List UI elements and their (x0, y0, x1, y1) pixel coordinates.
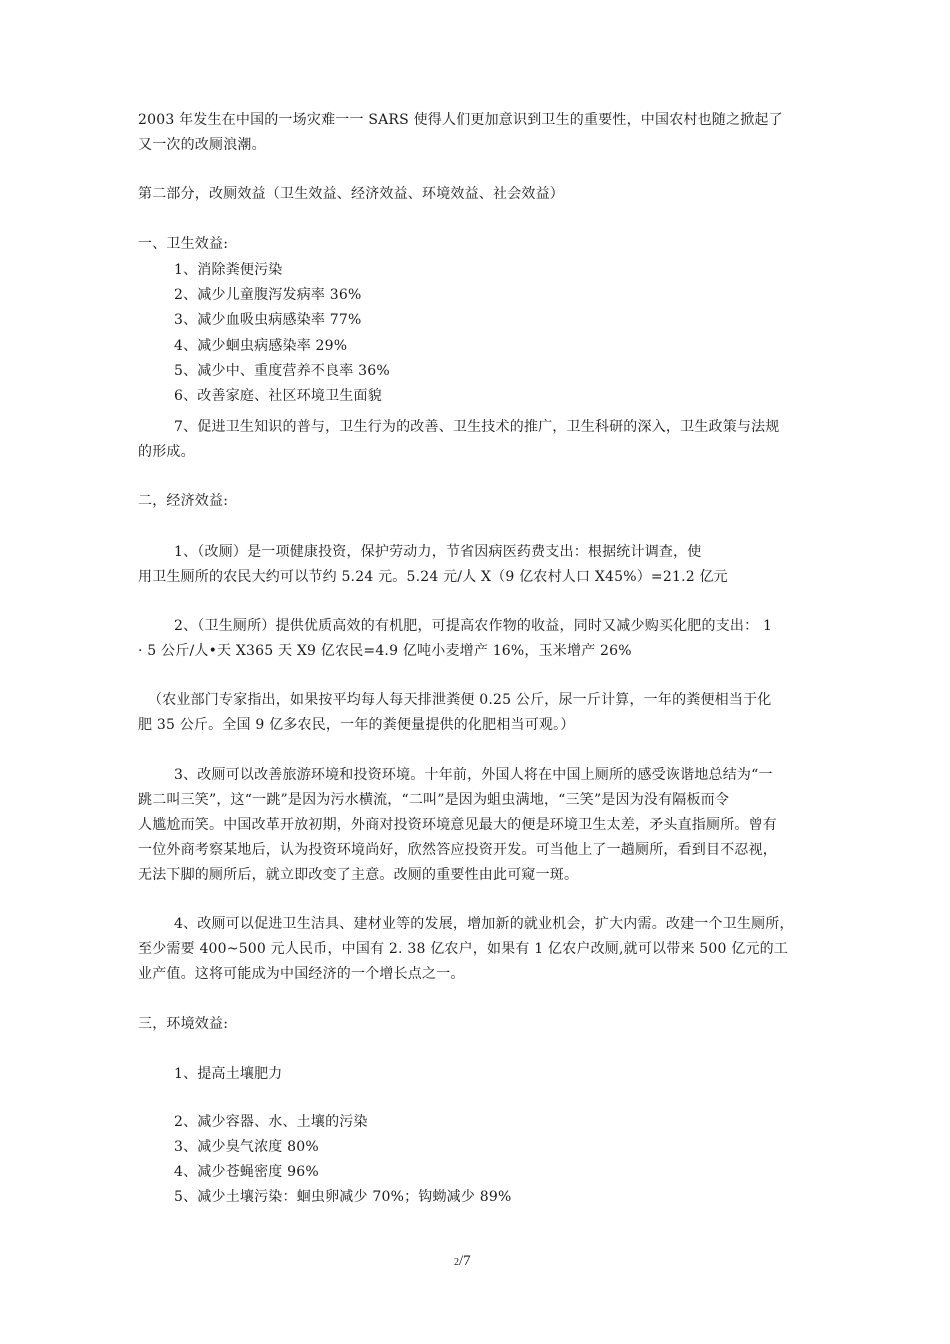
health-item-7-line-2: 的形成。 (138, 444, 195, 460)
page-number-current: 2 (454, 1257, 459, 1268)
economic-p1-line-2: 用卫生厕所的农民大约可以节约 5.24 元。5.24 元/人 X（9 亿农村人口 X45%）=21.2 亿元 (138, 569, 728, 585)
health-item: 5、减少中、重度营养不良率 36% (174, 363, 390, 379)
health-item: 3、减少血吸虫病感染率 77% (174, 312, 362, 328)
environment-item: 3、减少臭气浓度 80% (174, 1139, 319, 1155)
economic-p3-line-4: 一位外商考察某地后，认为投资环境尚好，欣然答应投资开发。可当他上了一趟厕所，看到目不忍视， (138, 842, 777, 858)
economic-p4-line-1: 4、改厕可以促进卫生洁具、建材业等的发展，增加新的就业机会，扩大内需。改建一个卫生厕所， (174, 916, 794, 932)
environment-heading: 三，环境效益: (138, 1016, 229, 1032)
page-number-total: /7 (459, 1253, 471, 1269)
intro-line-1: 2003 年发生在中国的一场灾难一一 SARS 使得人们更加意识到卫生的重要性，中国农村也随之掀起了 (138, 112, 783, 128)
page-number (454, 1252, 471, 1272)
economic-note-line-1: （农业部门专家指出，如果按平均每人每天排泄粪便 0.25 公斤，尿一斤计算，一年的粪便相当于化 (148, 692, 772, 708)
economic-p3-line-3: 人尴尬而笑。中国改革开放初期，外商对投资环境意见最大的便是环境卫生太差，矛头直指厕所。曾有 (138, 817, 777, 833)
health-item-7-line-1: 7、促进卫生知识的普与，卫生行为的改善、卫生技术的推广，卫生科研的深入，卫生政策与法规 (174, 419, 780, 435)
economic-p2-line-2: · 5 公斤/人•天 X365 天 X9 亿农民=4.9 亿吨小麦增产 16%，玉米增产 26% (138, 643, 632, 659)
health-item: 4、减少蛔虫病感染率 29% (174, 338, 348, 354)
economic-p4-line-3: 业产值。这将可能成为中国经济的一个增长点之一。 (138, 966, 465, 982)
economic-heading: 二，经济效益: (138, 493, 229, 509)
intro-line-2: 又一次的改厕浪潮。 (138, 137, 266, 153)
economic-p2-line-1: 2、（卫生厕所）提供优质高效的有机肥，可提高农作物的收益，同时又减少购买化肥的支出： 1 (174, 618, 773, 634)
economic-p3-line-2: 跳二叫三笑”，这“一跳”是因为污水横流，“二叫”是因为蛆虫满地，“三笑”是因为没有隔板而令 (138, 792, 730, 808)
environment-item: 2、减少容器、水、土壤的污染 (174, 1114, 368, 1130)
part-two-title: 第二部分，改厕效益（卫生效益、经济效益、环境效益、社会效益） (138, 186, 564, 202)
economic-p3-line-5: 无法下脚的厕所后，就立即改变了主意。改厕的重要性由此可窥一斑。 (138, 867, 579, 883)
environment-item: 4、减少苍蝇密度 96% (174, 1164, 319, 1180)
environment-item: 5、减少土壤污染：蛔虫卵减少 70%；钩蚴减少 89% (174, 1189, 512, 1205)
health-item: 6、改善家庭、社区环境卫生面貌 (174, 388, 382, 404)
economic-note-line-2: 肥 35 公斤。全国 9 亿多农民，一年的粪便量提供的化肥相当可观。） (138, 717, 575, 733)
economic-p4-line-2: 至少需要 400~500 元人民币，中国有 2. 38 亿农户，如果有 1 亿农户改厕,就可以带来 500 亿元的工 (138, 941, 789, 957)
health-item: 2、减少儿童腹泻发病率 36% (174, 287, 362, 303)
health-heading: 一、卫生效益: (138, 236, 229, 252)
environment-item: 1、提高土壤肥力 (174, 1066, 283, 1082)
economic-p1-line-1: 1、（改厕）是一项健康投资，保护劳动力，节省因病医药费支出：根据统计调查，使 (174, 544, 702, 560)
economic-p3-line-1: 3、改厕可以改善旅游环境和投资环境。十年前，外国人将在中国上厕所的感受诙谐地总结为“一 (174, 767, 773, 783)
health-item: 1、消除粪便污染 (174, 262, 283, 278)
